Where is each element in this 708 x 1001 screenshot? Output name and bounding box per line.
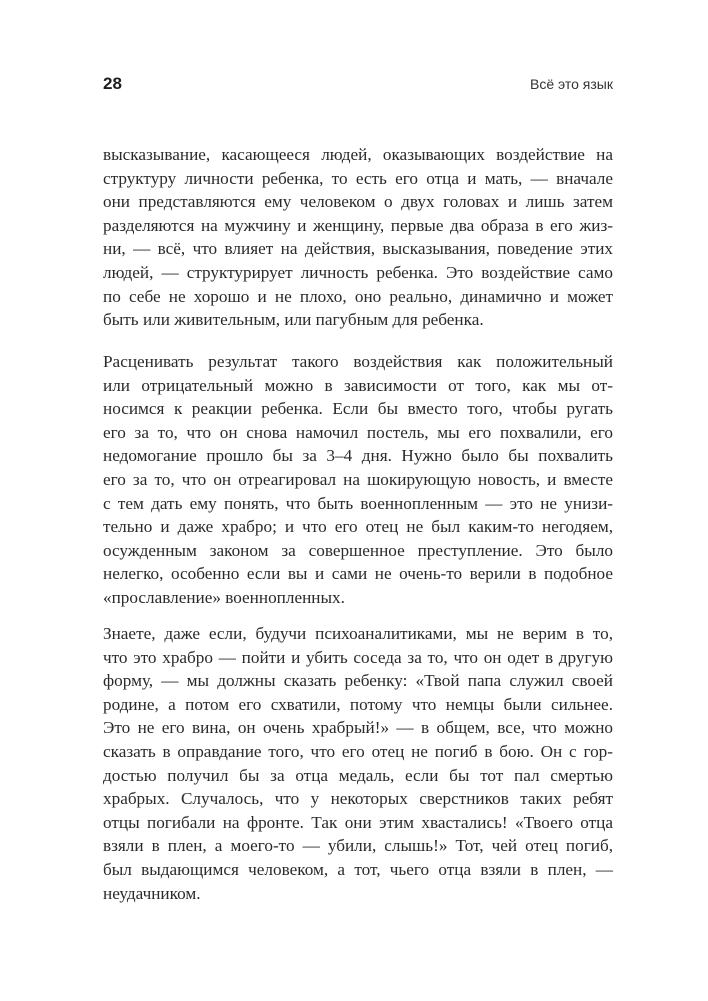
text-line: или отрицательный можно в зависимости от того, как мы от-	[103, 375, 613, 395]
text-line: с тем дать ему понять, что быть военнопленным — это не унизи-	[103, 493, 613, 513]
text-line: разделяются на мужчину и женщину, первые два образа в его жиз-	[103, 215, 613, 235]
text-line: быть или живительным, или пагубным для ребенка.	[103, 310, 484, 330]
text-line: форму, — мы должны сказать ребенку: «Твой папа служил своей	[103, 671, 613, 691]
text-line: отцы погибали на фронте. Так они этим хвастались! «Твоего отца	[103, 812, 613, 832]
text-line: высказывание, касающееся людей, оказывающих воздействие на	[103, 145, 613, 164]
text-line: людей, — структурирует личность ребенка. Это воздействие само	[103, 262, 613, 282]
paragraph-1	[103, 143, 613, 332]
text-line: осужденным законом за совершенное преступление. Это было	[103, 540, 613, 560]
text-line: что это храбро — пойти и убить соседа за то, что он одет в другую	[103, 647, 613, 667]
text-line: ни, — всё, что влияет на действия, высказывания, поведение этих	[103, 239, 613, 259]
text-line: достью получил бы за отца медаль, если бы тот пал смертью	[103, 765, 613, 785]
text-line: его за то, что он отреагировал на шокирующую новость, и вместе	[103, 469, 613, 489]
text-line: нелегко, особенно если вы и сами не очень-то верили в подобное	[103, 564, 613, 584]
text-line: неудачником.	[103, 883, 201, 903]
text-line: его за то, что он снова намочил постель, мы его похвалили, его	[103, 422, 613, 442]
text-line: храбрых. Случалось, что у некоторых сверстников таких ребят	[103, 789, 613, 809]
text-line: был выдающимся человеком, а тот, чьего отца взяли в плен, —	[103, 859, 613, 879]
paragraph-3	[103, 622, 613, 905]
text-line: Расценивать результат такого воздействия как положительный	[103, 352, 613, 371]
text-line: Знаете, даже если, будучи психоаналитиками, мы не верим в то,	[103, 624, 613, 643]
text-line: «прославление» военнопленных.	[103, 587, 345, 607]
text-line: взяли в плен, а моего-то — убили, слышь!» Тот, чей отец погиб,	[103, 836, 613, 856]
text-line: Это не его вина, он очень храбрый!» — в общем, все, что можно	[103, 718, 613, 738]
running-title: Всё это язык	[530, 76, 613, 92]
text-line: носимся к реакции ребенка. Если бы вместо того, чтобы ругать	[103, 399, 613, 419]
text-line: тельно и даже храбро; и что его отец не был каким-то негодяем,	[103, 517, 613, 537]
text-line: недомогание прошло бы за 3–4 дня. Нужно было бы похвалить	[103, 446, 613, 466]
page-number: 28	[103, 74, 122, 93]
text-line: структуру личности ребенка, то есть его отца и мать, — вначале	[103, 168, 613, 188]
text-line: они представляются ему человеком о двух головах и лишь затем	[103, 192, 613, 212]
text-line: сказать в оправдание того, что его отец не погиб в бою. Он с гор-	[103, 741, 613, 761]
text-line: родине, а потом его схватили, потому что немцы были сильнее.	[103, 694, 613, 714]
paragraph-2	[103, 350, 613, 610]
text-line: по себе не хорошо и не плохо, оно реально, динамично и может	[103, 286, 613, 306]
